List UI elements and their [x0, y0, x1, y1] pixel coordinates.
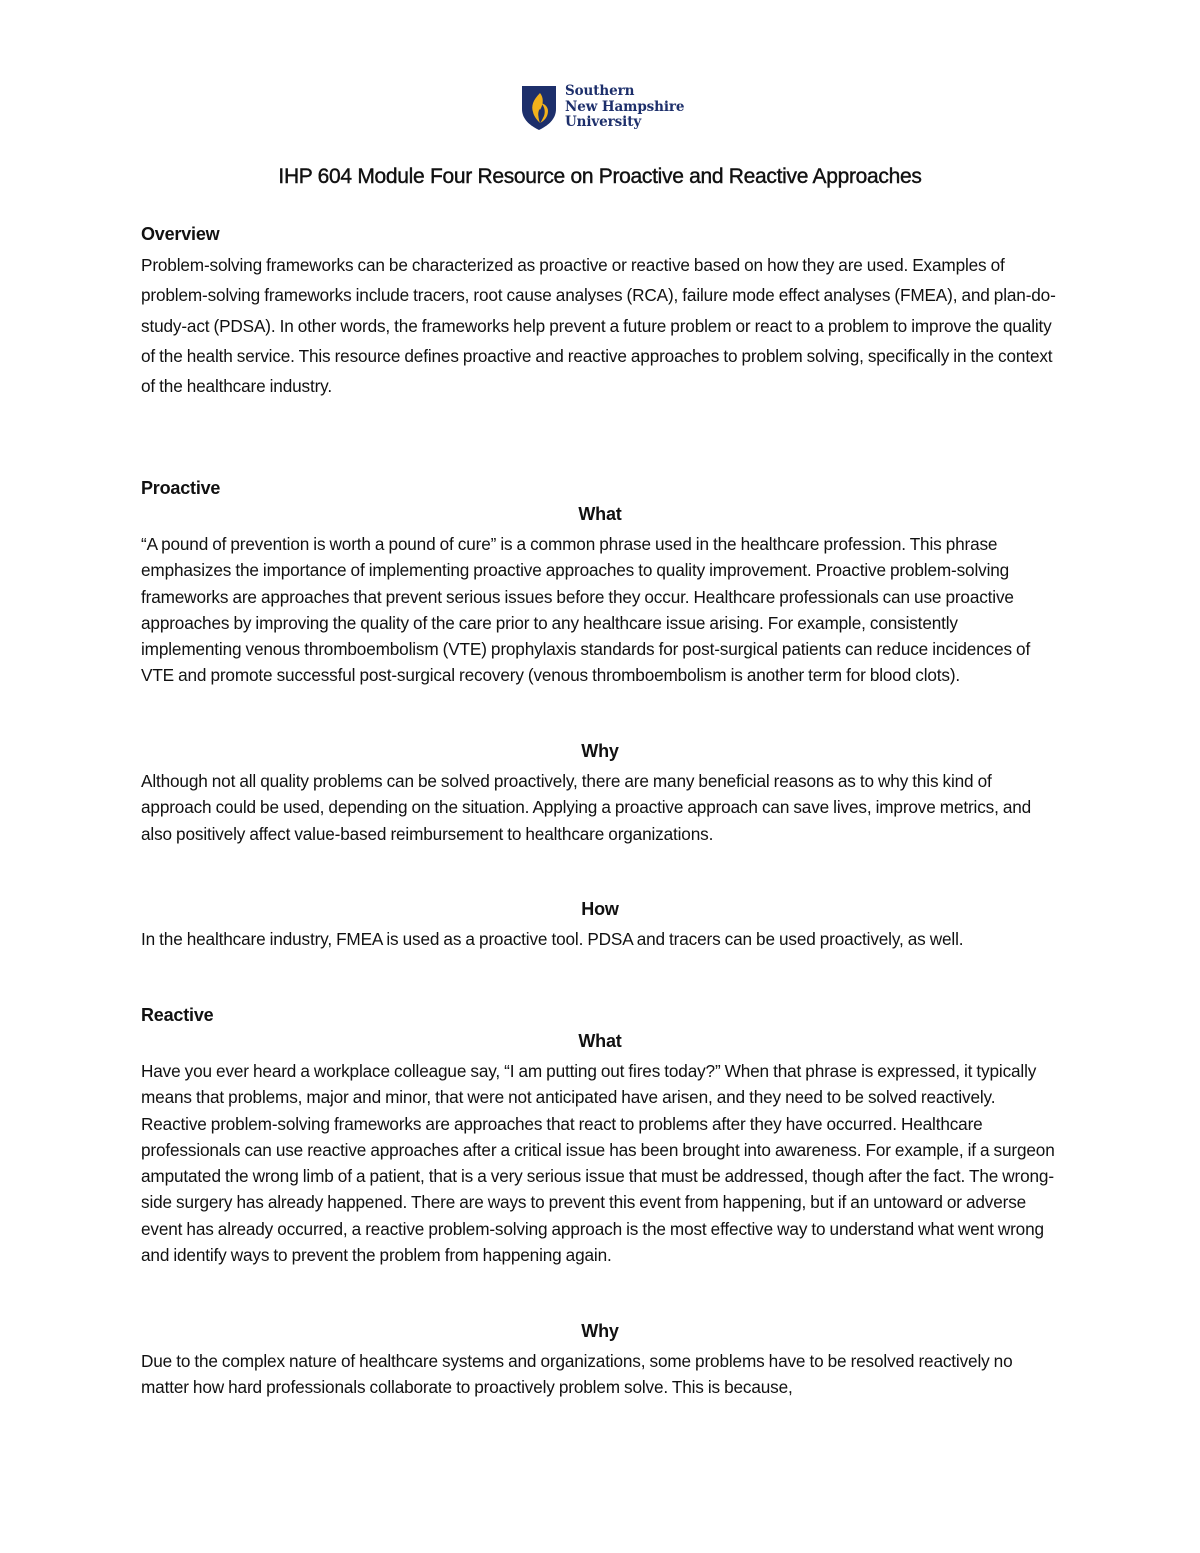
- reactive-why-heading: Why: [581, 1321, 619, 1341]
- document-title: IHP 604 Module Four Resource on Proactive and Reactive Approaches: [278, 165, 922, 188]
- reactive-what-paragraph: Have you ever heard a workplace colleague say, “I am putting out fires today?” When that phrase is expressed, it typically means that problems, major and minor, that were not anticipated have arisen, and they need to be solved reactively. Reactive problem-solving frameworks are approaches that react to problems after they have occurred. Healthcare professionals can use reactive approaches after a critical issue has been brought into awareness. For example, if a surgeon amputated the wrong limb of a patient, that is a very serious issue that must be addressed, though after the fact. The wrong-side surgery has already happened. There are ways to prevent this event from happening, but if an untoward or adverse event has already occurred, a reactive problem-solving approach is the most effective way to understand what went wrong and identify ways to prevent the problem from happening again.: [141, 1061, 1055, 1266]
- proactive-what-paragraph: “A pound of prevention is worth a pound of cure” is a common phrase used in the healthcare profession. This phrase emphasizes the importance of implementing proactive approaches to quality improvement. Proactive problem-solving frameworks are approaches that prevent serious issues before they occur. Healthcare professionals can use proactive approaches by improving the quality of the care prior to any healthcare issue arising. For example, consistently implementing venous thromboembolism (VTE) prophylaxis standards for post-surgical patients can reduce incidences of VTE and promote successful post-surgical recovery (venous thromboembolism is another term for blood clots).: [141, 534, 1031, 686]
- logo-wordmark: [565, 84, 684, 131]
- proactive-what-heading: What: [578, 504, 622, 524]
- reactive-what-heading: What: [578, 1031, 622, 1051]
- logo-line-3: University: [565, 114, 642, 130]
- overview-paragraph: Problem-solving frameworks can be characterized as proactive or reactive based on how they are used. Examples of problem-solving frameworks include tracers, root cause analyses (RCA), failure mode effect analyses (FMEA), and plan-do-study-act (PDSA). In other words, the frameworks help prevent a future problem or react to a problem to improve the quality of the health service. This resource defines proactive and reactive approaches to problem solving, specifically in the context of the healthcare industry.: [141, 255, 1056, 397]
- proactive-how-paragraph: In the healthcare industry, FMEA is used as a proactive tool. PDSA and tracers can be used proactively, as well.: [141, 929, 964, 949]
- overview-heading: Overview: [141, 224, 220, 244]
- proactive-how-heading: How: [581, 899, 619, 919]
- logo-line-2: New Hampshire: [565, 98, 685, 115]
- reactive-why-paragraph: Due to the complex nature of healthcare systems and organizations, some problems have to be resolved reactively no matter how hard professionals collaborate to proactively problem solve. This is because,: [141, 1351, 1013, 1398]
- reactive-heading: Reactive: [141, 1005, 214, 1025]
- proactive-why-heading: Why: [581, 741, 619, 761]
- flame-shield-icon: [521, 85, 557, 131]
- proactive-why-paragraph: Although not all quality problems can be solved proactively, there are many beneficial reasons as to why this kind of approach could be used, depending on the situation. Applying a proactive approach can save lives, improve metrics, and also positively affect value-based reimbursement to healthcare organizations.: [141, 771, 1032, 844]
- proactive-heading: Proactive: [141, 478, 221, 498]
- university-logo: [521, 85, 684, 131]
- logo-line-1: Southern: [565, 83, 635, 99]
